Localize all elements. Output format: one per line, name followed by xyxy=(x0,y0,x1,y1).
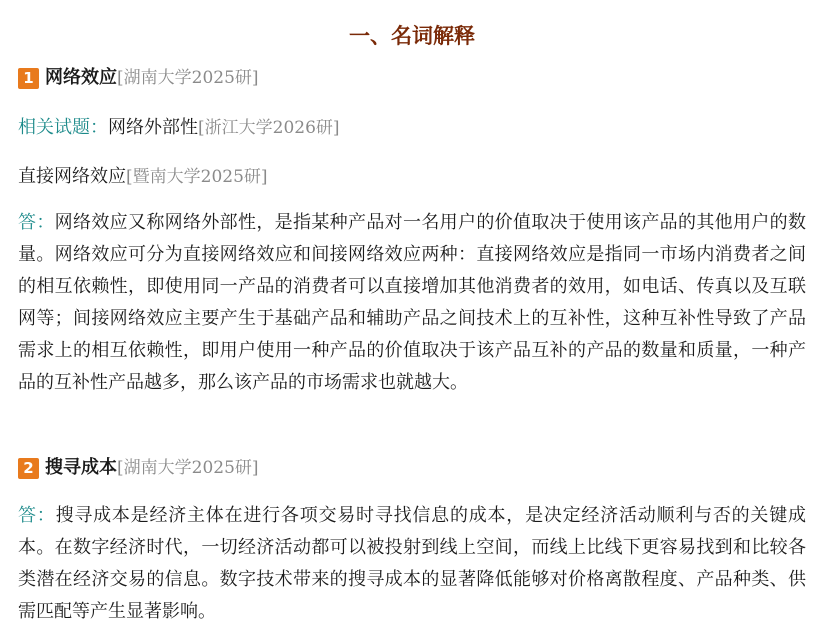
variant-source: [暨南大学2025研] xyxy=(126,167,268,187)
answer-label: 答： xyxy=(18,505,56,526)
related-question xyxy=(18,116,806,140)
answer-text: 搜寻成本是经济主体在进行各项交易时寻找信息的成本，是决定经济活动顺利与否的关键成本。在数字经济时代，一切经济活动都可以被投射到线上空间，而线上比线下更容易找到和比较各类潜在经济交易的信息。数字技术带来的搜寻成本的显著降低能够对价格离散程度、产品种类、供需匹配等产生显著影响。 xyxy=(18,505,806,622)
section-title: 一、名词解释 xyxy=(349,24,475,48)
answer-paragraph-2 xyxy=(18,500,806,628)
related-source: [浙江大学2026研] xyxy=(198,118,340,138)
answer-label: 答： xyxy=(18,212,55,233)
term-heading-2 xyxy=(18,456,806,480)
variant-question xyxy=(18,165,806,189)
variant-term: 直接网络效应 xyxy=(18,166,126,187)
item-number-badge: 1 xyxy=(18,68,39,89)
related-term: 网络外部性 xyxy=(108,117,198,138)
term-heading-1 xyxy=(18,66,806,90)
term-source: [湖南大学2025研] xyxy=(117,68,259,88)
term-source: [湖南大学2025研] xyxy=(117,458,259,478)
term-title: 搜寻成本 xyxy=(45,457,117,478)
answer-text: 网络效应又称网络外部性，是指某种产品对一名用户的价值取决于使用该产品的其他用户的数量。网络效应可分为直接网络效应和间接网络效应两种：直接网络效应是指同一市场内消费者之间的相互依赖性，即使用同一产品的消费者可以直接增加其他消费者的效用，如电话、传真以及互联网等；间接网络效应主要产生于基础产品和辅助产品之间技术上的互补性，这种互补性导致了产品需求上的相互依赖性，即用户使用一种产品的价值取决于该产品互补的产品的数量和质量，一种产品的互补性产品越多，那么该产品的市场需求也就越大。 xyxy=(18,212,807,393)
item-number-badge: 2 xyxy=(18,458,39,479)
related-label: 相关试题： xyxy=(18,117,108,138)
answer-paragraph-1 xyxy=(18,207,806,399)
term-title: 网络效应 xyxy=(45,67,117,88)
